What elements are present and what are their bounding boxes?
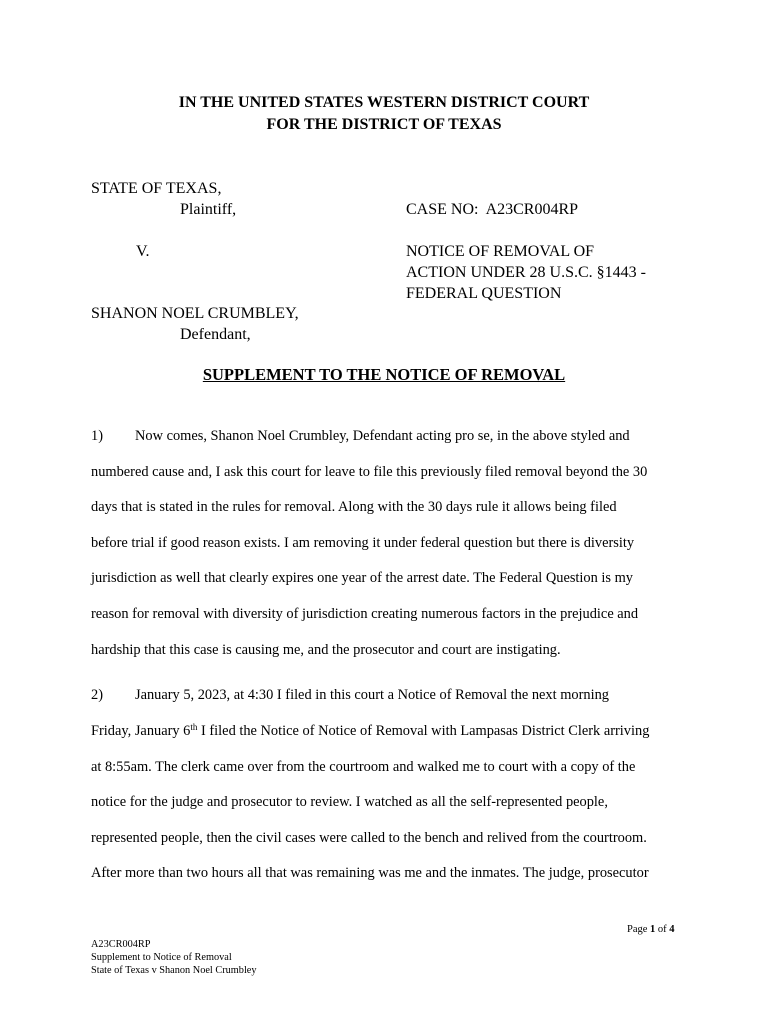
paragraph-2-line: at 8:55am. The clerk came over from the courtroom and walked me to court with a copy of the (91, 759, 636, 775)
case-no-label: CASE NO: (406, 201, 479, 218)
page-number (627, 924, 675, 935)
footer-case-style: State of Texas v Shanon Noel Crumbley (91, 965, 257, 976)
ordinal-suffix: th (190, 722, 198, 732)
paragraph-1-line: numbered cause and, I ask this court for leave to file this previously filed removal beyond the 30 (91, 464, 648, 480)
plaintiff-name: STATE OF TEXAS, (91, 180, 222, 197)
paragraph-1-line: before trial if good reason exists. I am removing it under federal question but there is diversity (91, 535, 635, 551)
paragraph-2-line: After more than two hours all that was remaining was me and the inmates. The judge, prosecutor (91, 865, 649, 881)
versus-label: V. (136, 243, 150, 260)
paragraph-1-line: hardship that this case is causing me, and the prosecutor and court are instigating. (91, 642, 561, 658)
paragraph-2-line: represented people, then the civil cases were called to the bench and relived from the courtroom. (91, 830, 647, 846)
page-current: 1 (650, 924, 656, 935)
defendant-role: Defendant, (180, 326, 251, 343)
court-title-line1: IN THE UNITED STATES WESTERN DISTRICT COURT (178, 94, 590, 111)
notice-line-3: FEDERAL QUESTION (406, 285, 562, 302)
paragraph-1-line: days that is stated in the rules for removal. Along with the 30 days rule it allows being filed (91, 499, 617, 515)
defendant-name: SHANON NOEL CRUMBLEY, (91, 305, 299, 322)
footer-case-number: A23CR004RP (91, 939, 151, 950)
paragraph-2-number: 2) (91, 687, 103, 703)
page-of: of (657, 924, 667, 935)
paragraph-2-text: January 5, 2023, at 4:30 I filed in this court a Notice of Removal the next morning (135, 687, 609, 703)
paragraph-2-line: notice for the judge and prosecutor to review. I watched as all the self-represented people, (91, 794, 608, 810)
page-label: Page (627, 924, 648, 935)
paragraph-1-number: 1) (91, 428, 103, 444)
paragraph-2-text: Friday, January 6 (91, 723, 191, 739)
document-heading: SUPPLEMENT TO THE NOTICE OF REMOVAL (202, 365, 566, 384)
paragraph-1-line: reason for removal with diversity of jurisdiction creating numerous factors in the prejudice and (91, 606, 639, 622)
page-total: 4 (669, 924, 675, 935)
notice-line-1: NOTICE OF REMOVAL OF (406, 243, 595, 260)
notice-line-2: ACTION UNDER 28 U.S.C. §1443 - (406, 264, 646, 281)
paragraph-2-line (91, 686, 609, 704)
plaintiff-role: Plaintiff, (180, 201, 237, 218)
paragraph-2-text: I filed the Notice of Notice of Removal with Lampasas District Clerk arriving (197, 723, 650, 739)
footer-document-title: Supplement to Notice of Removal (91, 952, 232, 963)
case-no-value: A23CR004RP (485, 201, 579, 218)
paragraph-1-line: jurisdiction as well that clearly expires one year of the arrest date. The Federal Question is my (91, 570, 634, 586)
paragraph-1-line (91, 427, 630, 445)
paragraph-1-text: Now comes, Shanon Noel Crumbley, Defendant acting pro se, in the above styled and (135, 428, 630, 444)
court-title-line2: FOR THE DISTRICT OF TEXAS (266, 116, 502, 133)
case-number (406, 199, 578, 220)
paragraph-2-line (91, 722, 649, 740)
